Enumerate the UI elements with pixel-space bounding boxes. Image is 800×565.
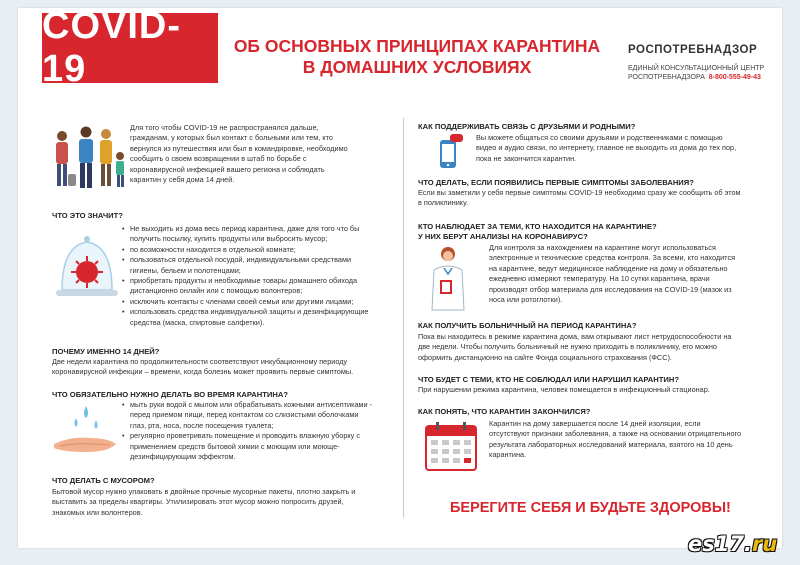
meaning-item: • приобретать продукты и необходимые товары домашнего обихода дистанционно онлайн или с помощью волонтеров; [122,276,372,297]
virus-dome-icon [52,228,122,308]
must-item: • мыть руки водой с мылом или обрабатывать кожными антисептиками - перед приемом пищи, перед контактом со слизистыми оболочками глаз, рта, носа, после посещения туалета; [122,400,374,431]
contact-text: Вы можете общаться со своими друзьями и родственниками с помощью видео и аудио связи, по интернету, главное не выходить из дома до тех пор, пока не закончится карантин. [476,133,737,163]
agency-contacts [628,64,778,82]
monitor-heading-1: КТО НАБЛЮДАЕТ ЗА ТЕМИ, КТО НАХОДИТСЯ НА КАРАНТИНЕ? [418,222,657,231]
meaning-item: • пользоваться отдельной посудой, индивидуальными средствами гигиены, бельем и полотенцами; [122,255,372,276]
intro-text: Для того чтобы COVID-19 не распространялся дальше, гражданам, у которых был контакт с больными или тем, кто вернулся из путешествия или был в командировке, необходимо сообщить о своем возвращении в штаб по борьбе с коронавирусной инфекцией вашего региона и соблюдать карантин у себя дома 14 дней. [130,123,348,185]
sick-heading: КАК ПОЛУЧИТЬ БОЛЬНИЧНЫЙ НА ПЕРИОД КАРАНТИНА? [418,321,637,330]
family-icon [48,122,128,194]
calendar-icon [424,420,478,472]
covid-badge: COVID-19 [42,13,218,83]
meaning-list [122,224,372,328]
phone-chat-icon [434,134,464,170]
must-heading: ЧТО ОБЯЗАТЕЛЬНО НУЖНО ДЕЛАТЬ ВО ВРЕМЯ КАРАНТИНА? [52,390,288,399]
hotline-phone[interactable]: 8-800-555-49-43 [708,74,761,81]
meaning-heading: ЧТО ЭТО ЗНАЧИТ? [52,211,123,220]
title-line-2: В ДОМАШНИХ УСЛОВИЯХ [302,57,532,77]
meaning-item: • исключить контакты с членами своей семьи или другими лицами; [122,297,372,307]
must-item: • регулярно проветривать помещение и проводить влажную уборку с применением средств бытовой химии с моющим или моюще-дезинфицирующим эффектом. [122,431,374,462]
monitor-text: Для контроля за нахождением на карантине могут использоваться электронные и технические средства контроля. За всеми, кто находится на карантине, ведут медицинское наблюдение на дому и обязательно ежедневно измеряют температуру. На 10 сутки карантина, врачи производят отбор материала для исследования на COVID-19 (мазок из носа или ротоглотки). [489,243,736,305]
meaning-item: • использовать средства индивидуальной защиты и дезинфицирующие средства (маска, спиртовые салфетки). [122,307,372,328]
slogan: БЕРЕГИТЕ СЕБЯ И БУДЬТЕ ЗДОРОВЫ! [450,500,731,516]
site-watermark: es17.ru [688,532,778,556]
trash-text: Бытовой мусор нужно упаковать в двойные прочные мусорные пакеты, плотно закрыть и выставить за пределы квартиры. Утилизировать этот мусор можно попросить друзей, знакомых или волонтеров. [52,487,356,517]
agency-name: РОСПОТРЕБНАДЗОР [628,44,758,56]
contact-heading: КАК ПОДДЕРЖИВАТЬ СВЯЗЬ С ДРУЗЬЯМИ И РОДНЫМИ? [418,122,636,131]
symptoms-text: Если вы заметили у себя первые симптомы COVID-19 необходимо сразу же сообщить об этом в поликлинику. [418,188,741,208]
column-divider [403,118,404,518]
violate-text: При нарушении режима карантина, человек помещается в инфекционный стационар. [418,385,710,394]
end-text: Карантин на дому завершается после 14 дней изоляции, если отсутствуют признаки заболевания, а также на основании отрицательного результата лабораторных исследований материала, взятого на 10 день карантина. [489,419,742,460]
agency-sub-2: РОСПОТРЕБНАДЗОРА 8-800-555-49-43 [628,74,761,81]
agency-sub-1: ЕДИНЫЙ КОНСУЛЬТАЦИОННЫЙ ЦЕНТР [628,65,765,72]
doctor-icon [426,244,470,312]
meaning-item: • Не выходить из дома весь период карантина, даже для того что бы получить посылку, купить продукты или выбросить мусор; [122,224,372,245]
end-heading: КАК ПОНЯТЬ, ЧТО КАРАНТИН ЗАКОНЧИЛСЯ? [418,407,591,416]
poster-title [232,36,602,78]
trash-heading: ЧТО ДЕЛАТЬ С МУСОРОМ? [52,476,155,485]
sick-text: Пока вы находитесь в режиме карантина дома, вам открывают лист нетрудоспособности на две недели. Чтобы получить больничный не нужно приходить в поликлинику, его можно оформить дистанционно на сайте Фонда социального страхования (ФСС). [418,332,732,362]
meaning-item: • по возможности находится в отдельной комнате; [122,245,372,255]
why14-heading: ПОЧЕМУ ИМЕННО 14 ДНЕЙ? [52,347,160,356]
why14-text: Две недели карантина по продолжительности соответствуют инкубационному периоду коронавирусной инфекции – времени, когда болезнь может проявить первые симптомы. [52,357,354,377]
monitor-heading-2: У НИХ БЕРУТ АНАЛИЗЫ НА КОРОНАВИРУС? [418,232,588,241]
handwash-icon [50,402,122,462]
symptoms-heading: ЧТО ДЕЛАТЬ, ЕСЛИ ПОЯВИЛИСЬ ПЕРВЫЕ СИМПТОМЫ ЗАБОЛЕВАНИЯ? [418,178,694,187]
title-line-1: ОБ ОСНОВНЫХ ПРИНЦИПАХ КАРАНТИНА [233,36,601,56]
must-list [122,400,374,462]
violate-heading: ЧТО БУДЕТ С ТЕМИ, КТО НЕ СОБЛЮДАЛ ИЛИ НАРУШИЛ КАРАНТИН? [418,375,679,384]
